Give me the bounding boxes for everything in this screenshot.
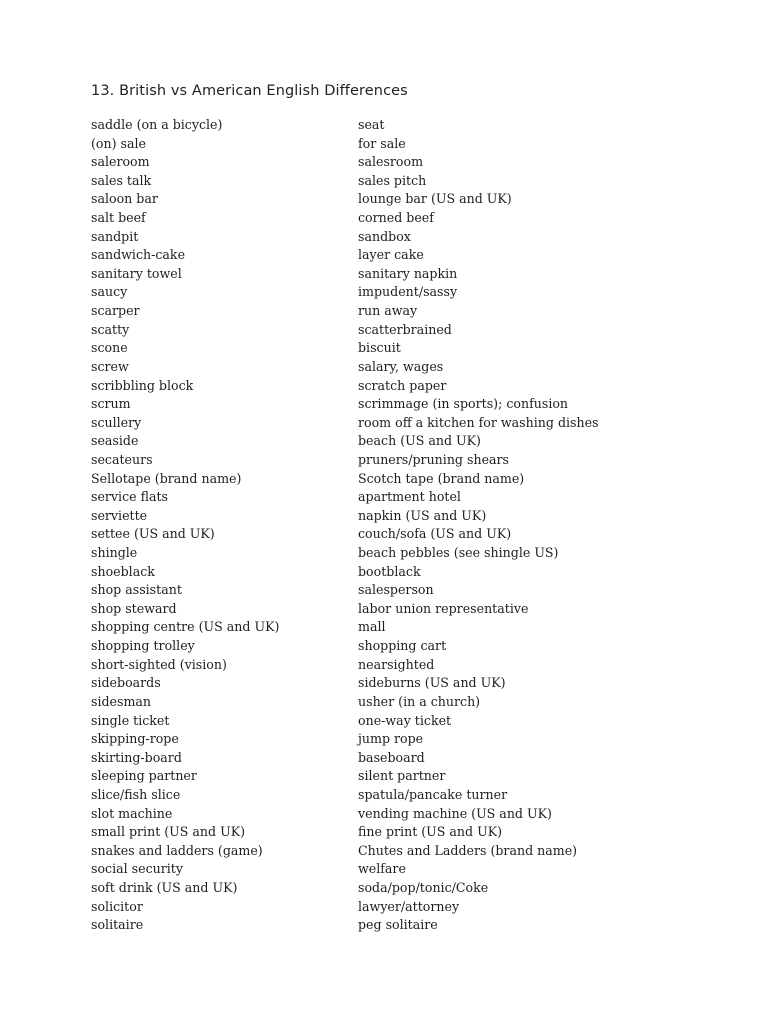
- list-item: [91, 693, 731, 712]
- list-item: [91, 488, 731, 507]
- american-term: salesperson: [358, 582, 434, 598]
- british-term: skipping-rope: [91, 731, 179, 747]
- list-item: [91, 432, 731, 451]
- british-term: shop steward: [91, 600, 177, 616]
- american-term: impudent/sassy: [358, 284, 458, 300]
- british-term: Sellotape (brand name): [91, 470, 242, 486]
- british-term: slot machine: [91, 805, 173, 821]
- american-term: Scotch tape (brand name): [358, 470, 525, 486]
- british-term: scullery: [91, 414, 142, 430]
- british-term: (on) sale: [91, 135, 146, 151]
- american-term: apartment hotel: [358, 489, 461, 505]
- word-list: [91, 116, 731, 935]
- list-item: [91, 860, 731, 879]
- british-term: sandpit: [91, 228, 139, 244]
- american-term: room off a kitchen for washing dishes: [358, 414, 599, 430]
- american-term: jump rope: [358, 731, 424, 747]
- list-item: [91, 879, 731, 898]
- american-term: salesroom: [358, 154, 424, 170]
- american-term: scatterbrained: [358, 321, 452, 337]
- page-title: 13. British vs American English Differences: [91, 83, 408, 99]
- american-term: run away: [358, 303, 418, 319]
- british-term: small print (US and UK): [91, 824, 246, 840]
- american-term: for sale: [358, 135, 406, 151]
- american-term: beach pebbles (see shingle US): [358, 545, 559, 561]
- american-term: beach (US and UK): [358, 433, 481, 449]
- british-term: shingle: [91, 545, 138, 561]
- american-term: corned beef: [358, 210, 434, 226]
- american-term: labor union representative: [358, 600, 529, 616]
- british-term: salt beef: [91, 210, 146, 226]
- british-term: shoeblack: [91, 563, 155, 579]
- british-term: shop assistant: [91, 582, 182, 598]
- american-term: sideburns (US and UK): [358, 675, 506, 691]
- list-item: [91, 544, 731, 563]
- list-item: [91, 395, 731, 414]
- british-term: slice/fish slice: [91, 786, 181, 802]
- british-term: seaside: [91, 433, 139, 449]
- american-term: Chutes and Ladders (brand name): [358, 842, 578, 858]
- british-term: saloon bar: [91, 191, 158, 207]
- american-term: spatula/pancake turner: [358, 786, 508, 802]
- american-term: baseboard: [358, 749, 425, 765]
- list-item: [91, 674, 731, 693]
- british-term: shopping trolley: [91, 638, 195, 654]
- american-term: salary, wages: [358, 358, 444, 374]
- british-term: scribbling block: [91, 377, 194, 393]
- list-item: [91, 581, 731, 600]
- list-item: [91, 190, 731, 209]
- american-term: sales pitch: [358, 172, 427, 188]
- list-item: [91, 377, 731, 396]
- british-term: saddle (on a bicycle): [91, 117, 223, 132]
- british-term: saleroom: [91, 154, 150, 170]
- american-term: sandbox: [358, 228, 411, 244]
- british-term: shopping centre (US and UK): [91, 619, 280, 635]
- american-term: scratch paper: [358, 377, 447, 393]
- british-term: scone: [91, 340, 128, 356]
- list-item: [91, 283, 731, 302]
- american-term: bootblack: [358, 563, 421, 579]
- list-item: [91, 823, 731, 842]
- british-term: screw: [91, 358, 129, 374]
- british-term: scatty: [91, 321, 130, 337]
- list-item: [91, 656, 731, 675]
- british-term: sales talk: [91, 172, 152, 188]
- list-item: [91, 842, 731, 861]
- american-term: layer cake: [358, 247, 424, 263]
- list-item: [91, 730, 731, 749]
- list-item: [91, 600, 731, 619]
- list-item: [91, 507, 731, 526]
- american-term: soda/pop/tonic/Coke: [358, 879, 489, 895]
- british-term: scarper: [91, 303, 140, 319]
- british-term: soft drink (US and UK): [91, 879, 238, 895]
- list-item: [91, 228, 731, 247]
- american-term: seat: [358, 117, 385, 132]
- american-term: vending machine (US and UK): [358, 805, 552, 821]
- american-term: fine print (US and UK): [358, 824, 503, 840]
- american-term: biscuit: [358, 340, 401, 356]
- list-item: [91, 321, 731, 340]
- list-item: [91, 172, 731, 191]
- list-item: [91, 805, 731, 824]
- british-term: serviette: [91, 507, 148, 523]
- american-term: usher (in a church): [358, 693, 481, 709]
- list-item: [91, 916, 731, 935]
- list-item: [91, 618, 731, 637]
- american-term: welfare: [358, 861, 406, 877]
- british-term: sideboards: [91, 675, 161, 691]
- american-term: sanitary napkin: [358, 265, 458, 281]
- american-term: one-way ticket: [358, 712, 452, 728]
- list-item: [91, 153, 731, 172]
- british-term: snakes and ladders (game): [91, 842, 263, 858]
- list-item: [91, 712, 731, 731]
- list-item: [91, 637, 731, 656]
- list-item: [91, 767, 731, 786]
- list-item: [91, 414, 731, 433]
- british-term: skirting-board: [91, 749, 182, 765]
- british-term: secateurs: [91, 451, 153, 467]
- american-term: lawyer/attorney: [358, 898, 460, 914]
- american-term: shopping cart: [358, 638, 447, 654]
- british-term: sanitary towel: [91, 265, 182, 281]
- list-item: [91, 302, 731, 321]
- british-term: sleeping partner: [91, 768, 197, 784]
- american-term: silent partner: [358, 768, 446, 784]
- american-term: mall: [358, 619, 386, 635]
- american-term: nearsighted: [358, 656, 435, 672]
- list-item: [91, 339, 731, 358]
- list-item: [91, 246, 731, 265]
- list-item: [91, 525, 731, 544]
- american-term: couch/sofa (US and UK): [358, 526, 512, 542]
- british-term: sidesman: [91, 693, 152, 709]
- british-term: scrum: [91, 396, 131, 412]
- american-term: peg solitaire: [358, 917, 438, 933]
- british-term: sandwich-cake: [91, 247, 186, 263]
- list-item: [91, 135, 731, 154]
- british-term: short-sighted (vision): [91, 656, 227, 672]
- british-term: service flats: [91, 489, 169, 505]
- list-item: [91, 265, 731, 284]
- british-term: solitaire: [91, 917, 144, 933]
- list-item: [91, 786, 731, 805]
- list-item: [91, 470, 731, 489]
- british-term: solicitor: [91, 898, 143, 914]
- list-item: [91, 209, 731, 228]
- american-term: lounge bar (US and UK): [358, 191, 512, 207]
- american-term: napkin (US and UK): [358, 507, 487, 523]
- list-item: [91, 563, 731, 582]
- list-item: [91, 358, 731, 377]
- list-item: [91, 451, 731, 470]
- british-term: social security: [91, 861, 183, 877]
- list-item: [91, 116, 731, 135]
- british-term: single ticket: [91, 712, 170, 728]
- list-item: [91, 898, 731, 917]
- british-term: saucy: [91, 284, 128, 300]
- british-term: settee (US and UK): [91, 526, 215, 542]
- american-term: pruners/pruning shears: [358, 451, 510, 467]
- american-term: scrimmage (in sports); confusion: [358, 396, 569, 412]
- list-item: [91, 749, 731, 768]
